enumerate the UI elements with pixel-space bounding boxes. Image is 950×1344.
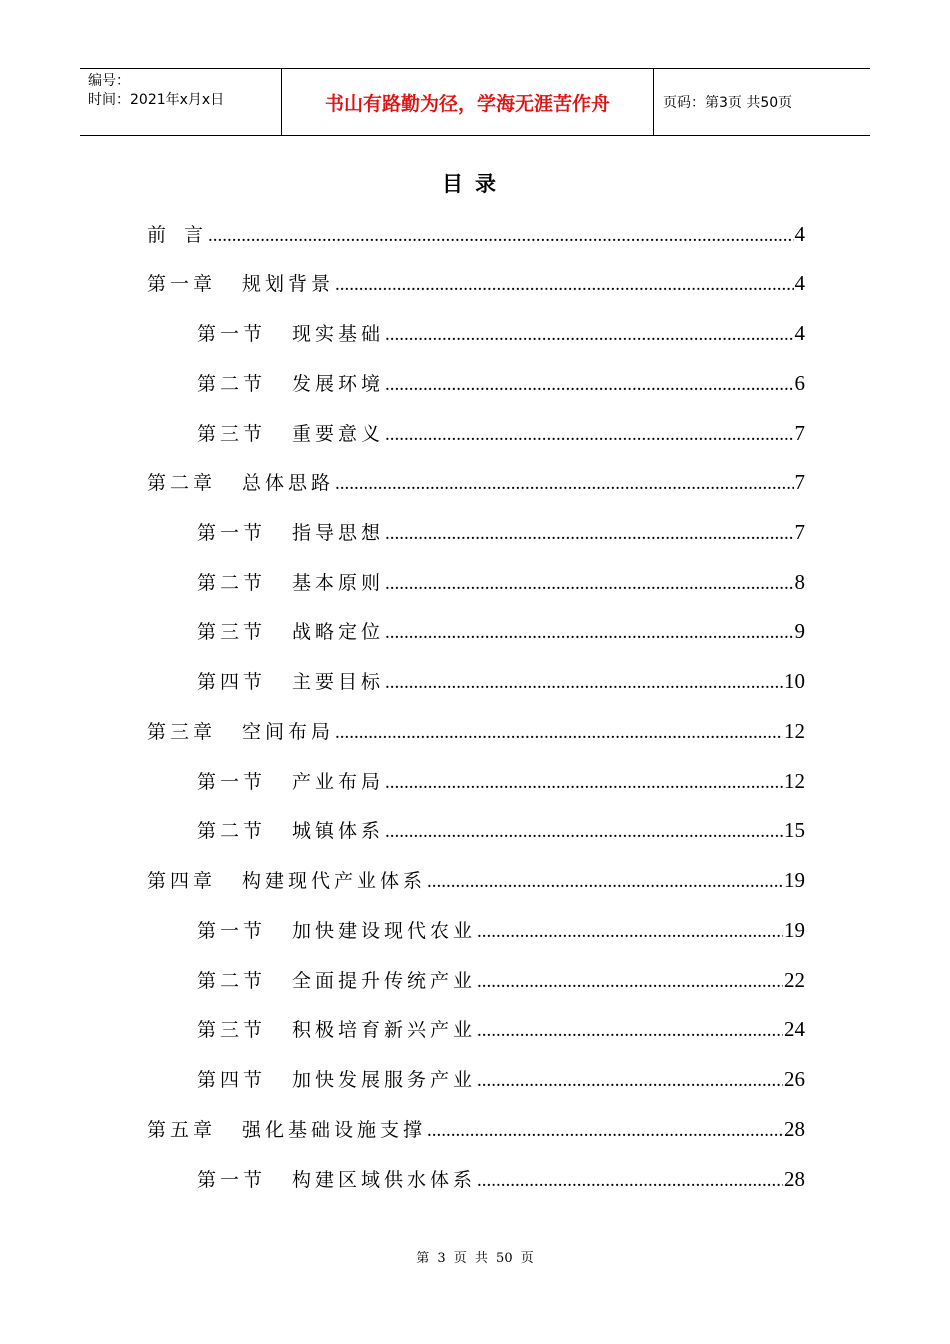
- header-motto: 书山有路勤为径，学海无涯苦作舟: [282, 69, 654, 135]
- toc-leader: [385, 821, 783, 843]
- toc-number: 第一章: [147, 273, 217, 295]
- toc-number: 第三节: [197, 423, 267, 445]
- toc-page: 19: [784, 868, 805, 892]
- time-label: 时间：2021年x月x日: [88, 92, 225, 108]
- toc-leader: [427, 871, 783, 893]
- toc-entry-section[interactable]: [197, 668, 805, 694]
- toc-page: 15: [784, 818, 805, 842]
- toc-name: 发展环境: [292, 373, 385, 395]
- toc-number: 第一节: [197, 771, 267, 793]
- toc-page: 28: [784, 1117, 805, 1141]
- toc-page: 28: [784, 1167, 805, 1191]
- toc-name: 产业布局: [292, 771, 385, 793]
- toc-entry-section[interactable]: [197, 519, 805, 545]
- toc-leader: [477, 1020, 783, 1042]
- toc-leader: [477, 1170, 783, 1192]
- toc-name: 指导思想: [292, 522, 385, 544]
- toc-entry-section[interactable]: [197, 917, 805, 943]
- toc-page: 8: [794, 570, 805, 594]
- toc-number: 第一节: [197, 323, 267, 345]
- toc-number: 第二章: [147, 472, 217, 494]
- toc-entry-section[interactable]: [197, 1016, 805, 1042]
- toc-name: 主要目标: [292, 671, 385, 693]
- toc-leader: [385, 772, 783, 794]
- document-header: [80, 68, 870, 136]
- page-footer: 第 3 页 共 50 页: [416, 1251, 534, 1266]
- toc-name: 战略定位: [292, 621, 385, 643]
- toc-name: 现实基础: [292, 323, 385, 345]
- toc-name: 规划背景: [242, 273, 335, 295]
- toc-page: 4: [794, 222, 805, 246]
- toc-page: 6: [794, 371, 805, 395]
- toc-page: 9: [794, 619, 805, 643]
- toc-number: 第三节: [197, 1019, 267, 1041]
- toc-page: 19: [784, 918, 805, 942]
- toc-page: 7: [794, 520, 805, 544]
- toc-entry-chapter[interactable]: [147, 469, 805, 495]
- toc-number: 第三节: [197, 621, 267, 643]
- toc-number: 第五章: [147, 1119, 217, 1141]
- toc-page: 10: [784, 669, 805, 693]
- toc-entry-section[interactable]: [197, 1166, 805, 1192]
- toc-leader: [477, 1070, 783, 1092]
- toc-name: 基本原则: [292, 572, 385, 594]
- toc-leader: [335, 274, 793, 296]
- toc-leader: [385, 374, 793, 396]
- toc-page: 12: [784, 719, 805, 743]
- toc-entry-section[interactable]: [197, 618, 805, 644]
- toc-name: 加快建设现代农业: [292, 920, 477, 942]
- toc-entry-section[interactable]: [197, 420, 805, 446]
- toc-page: 7: [794, 421, 805, 445]
- toc-page: 4: [794, 271, 805, 295]
- toc-name: 加快发展服务产业: [292, 1069, 477, 1091]
- toc-page: 24: [784, 1017, 805, 1041]
- toc-name: 城镇体系: [292, 820, 385, 842]
- number-label: 编号：: [88, 73, 130, 89]
- toc-leader: [477, 971, 783, 993]
- toc-title: 目录: [442, 172, 508, 196]
- toc-page: 12: [784, 769, 805, 793]
- toc-leader: [477, 921, 783, 943]
- toc-number: 第一节: [197, 1169, 267, 1191]
- toc-entry-section[interactable]: [197, 768, 805, 794]
- toc-number: 第四节: [197, 1069, 267, 1091]
- toc-leader: [427, 1120, 783, 1142]
- header-page-info: 页码：第3页 共50页: [663, 95, 793, 111]
- header-meta: [80, 69, 282, 135]
- toc-entry-section[interactable]: [197, 817, 805, 843]
- toc-entry-section[interactable]: [197, 1066, 805, 1092]
- toc-entry-chapter[interactable]: [147, 718, 805, 744]
- toc-entry-preface[interactable]: [147, 221, 805, 247]
- toc-page: 26: [784, 1067, 805, 1091]
- toc-entry-section[interactable]: [197, 967, 805, 993]
- toc-number: 第四节: [197, 671, 267, 693]
- toc-page: 4: [794, 321, 805, 345]
- toc-page: 22: [784, 968, 805, 992]
- toc-number: 第三章: [147, 721, 217, 743]
- toc-name: 空间布局: [242, 721, 335, 743]
- toc-number: 第二节: [197, 820, 267, 842]
- toc-number: 第二节: [197, 572, 267, 594]
- toc-name: 全面提升传统产业: [292, 970, 477, 992]
- toc-leader: [385, 672, 783, 694]
- toc-number: 前: [147, 224, 171, 246]
- toc-name: 积极培育新兴产业: [292, 1019, 477, 1041]
- toc-entry-section[interactable]: [197, 569, 805, 595]
- toc-entry-chapter[interactable]: [147, 1116, 805, 1142]
- toc-number: 第四章: [147, 870, 217, 892]
- toc-leader: [385, 573, 793, 595]
- toc-name: 重要意义: [292, 423, 385, 445]
- toc-number: 第二节: [197, 970, 267, 992]
- toc-entry-chapter[interactable]: [147, 270, 805, 296]
- toc-leader: [385, 523, 793, 545]
- toc-page: 7: [794, 470, 805, 494]
- toc-leader: [208, 225, 793, 247]
- toc-entry-section[interactable]: [197, 320, 805, 346]
- toc-number: 第一节: [197, 522, 267, 544]
- toc-name: 强化基础设施支撑: [242, 1119, 427, 1141]
- toc-number: 第一节: [197, 920, 267, 942]
- toc-leader: [385, 622, 793, 644]
- toc-name: 构建现代产业体系: [242, 870, 427, 892]
- toc-name: 总体思路: [242, 472, 335, 494]
- toc-entry-chapter[interactable]: [147, 867, 805, 893]
- toc-entry-section[interactable]: [197, 370, 805, 396]
- toc-number: 第二节: [197, 373, 267, 395]
- toc-leader: [335, 722, 783, 744]
- toc-name: 构建区域供水体系: [292, 1169, 477, 1191]
- toc-leader: [385, 324, 793, 346]
- toc-leader: [335, 473, 793, 495]
- toc-leader: [385, 424, 793, 446]
- toc-name: 言: [184, 224, 208, 246]
